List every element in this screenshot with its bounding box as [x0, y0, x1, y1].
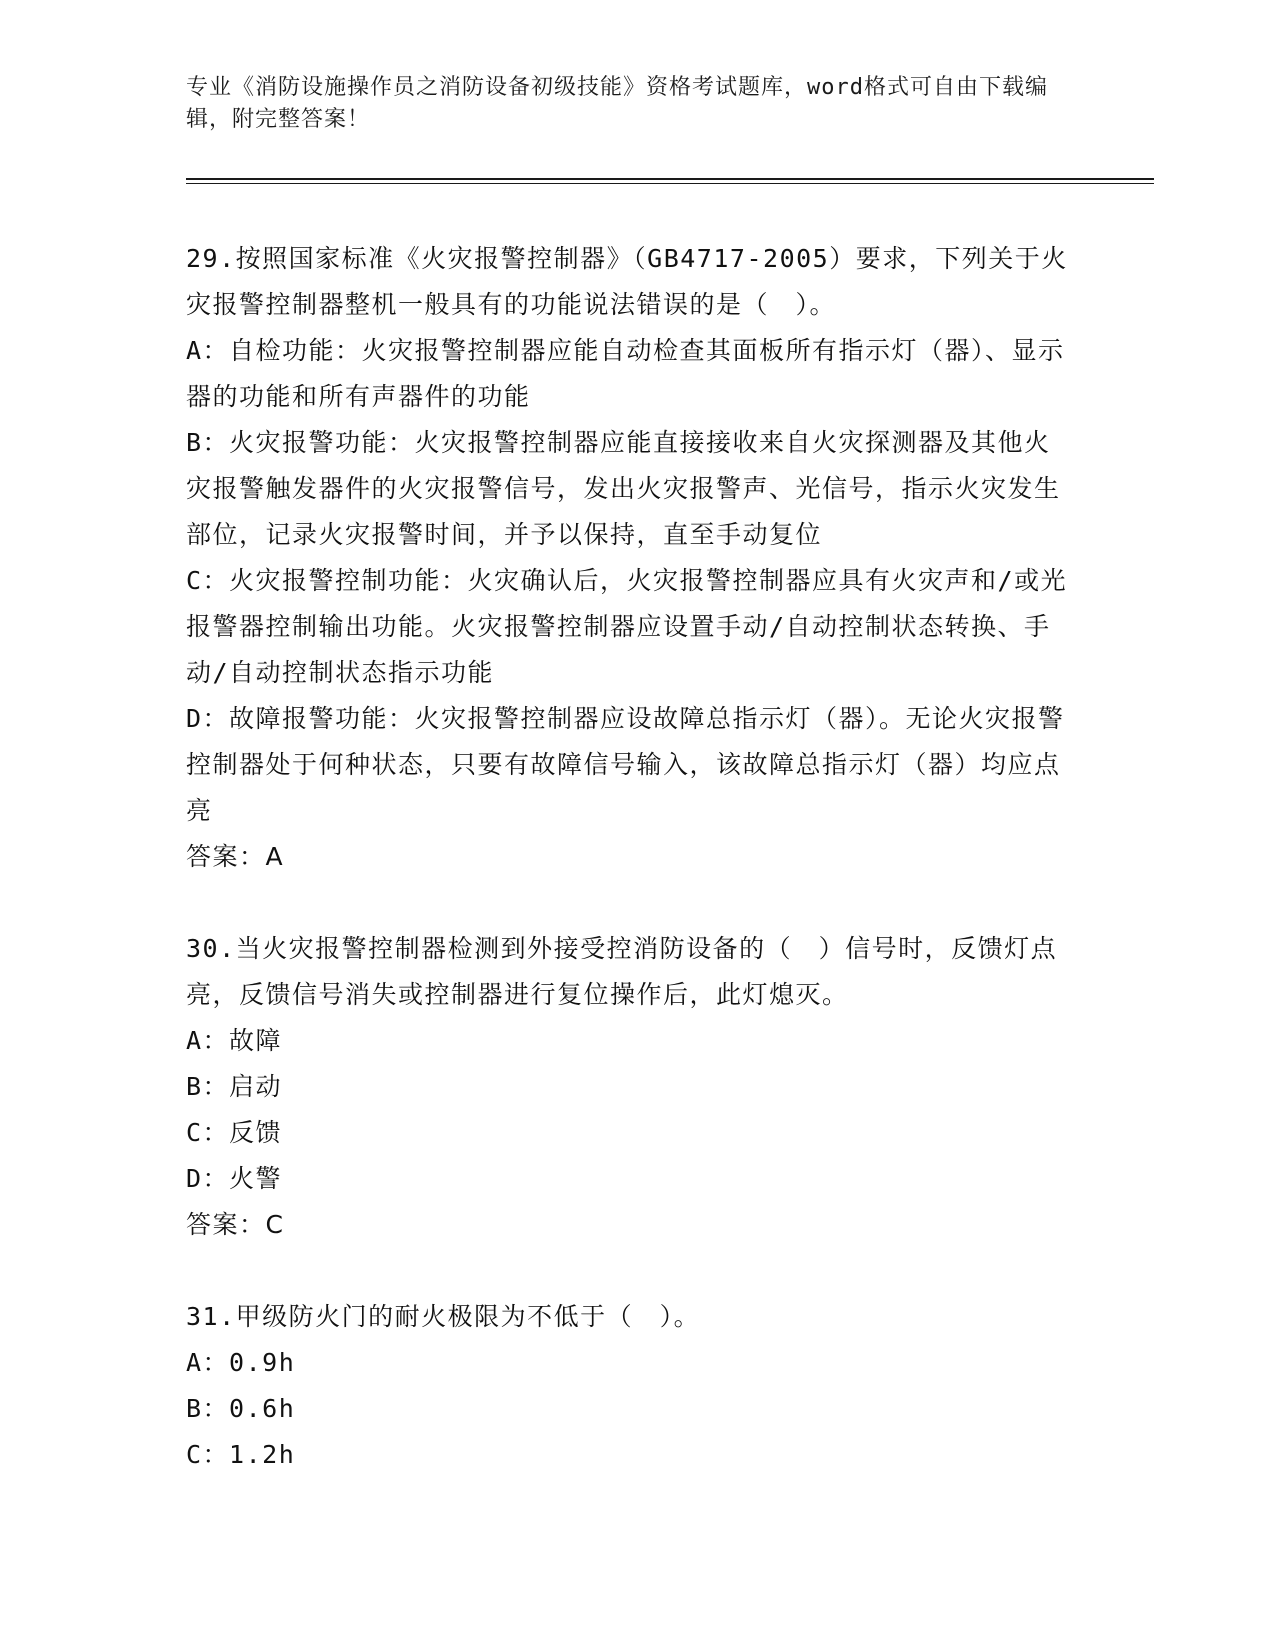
option-c: C：火灾报警控制功能：火灾确认后，火灾报警控制器应具有火灾声和/或光报警器控制输出功能。火灾报警控制器应设置手动/自动控制状态转换、手动/自动控制状态指示功能: [186, 566, 1068, 687]
option-a: A：0.9h: [186, 1348, 296, 1377]
option-c: C：1.2h: [186, 1440, 296, 1469]
question-stem: 30.当火灾报警控制器检测到外接受控消防设备的（ ）信号时，反馈灯点亮，反馈信号消失或控制器进行复位操作后，此灯熄灭。: [186, 934, 1058, 1009]
option-d: D：火警: [186, 1164, 283, 1193]
question-stem: 29.按照国家标准《火灾报警控制器》（GB4717-2005）要求，下列关于火灾报警控制器整机一般具有的功能说法错误的是（ ）。: [186, 244, 1068, 319]
question-spacer: [186, 880, 1076, 926]
option-b: B：0.6h: [186, 1394, 296, 1423]
option-b: B：火灾报警功能：火灾报警控制器应能直接接收来自火灾探测器及其他火灾报警触发器件的火灾报警信号，发出火灾报警声、光信号，指示火灾发生部位，记录火灾报警时间，并予以保持，直至手动复位: [186, 428, 1061, 549]
header-divider-thin: [186, 183, 1154, 184]
option-a: A：自检功能：火灾报警控制器应能自动检查其面板所有指示灯（器）、显示器的功能和所有声器件的功能: [186, 336, 1065, 411]
document-header: 专业《消防设施操作员之消防设备初级技能》资格考试题库，word格式可自由下载编辑，附完整答案！: [186, 75, 1048, 132]
answer-text: 答案：C: [186, 1210, 285, 1239]
question-29: [186, 236, 1076, 880]
question-spacer: [186, 1248, 1076, 1294]
question-stem: 31.甲级防火门的耐火极限为不低于（ ）。: [186, 1302, 701, 1331]
answer-text: 答案：A: [186, 842, 285, 871]
option-d: D：故障报警功能：火灾报警控制器应设故障总指示灯（器）。无论火灾报警控制器处于何种状态，只要有故障信号输入，该故障总指示灯（器）均应点亮: [186, 704, 1065, 825]
header-divider-thick: [186, 178, 1154, 180]
question-list: [186, 236, 1076, 1478]
option-b: B：启动: [186, 1072, 283, 1101]
option-c: C：反馈: [186, 1118, 283, 1147]
question-31: [186, 1294, 1076, 1478]
question-30: [186, 926, 1076, 1248]
option-a: A：故障: [186, 1026, 283, 1055]
